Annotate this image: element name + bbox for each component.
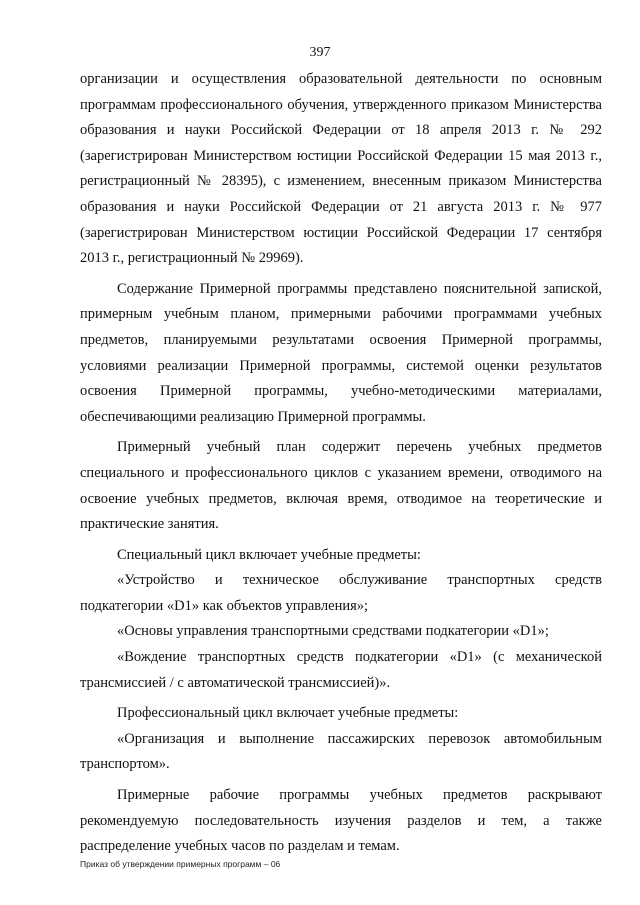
page-number: 397 — [309, 45, 331, 60]
paragraph-continuation: организации и осуществления образовательной деятельности по основным программам профессионального обучения, утвержденного приказом Министерства образования и науки Российской Федерации от 18 апреля 2013 г. № 292 (зарегистрирован Министерством юстиции Российской Федерации 15 мая 2013 г., регистрационный № 28395), с изменением, внесенным приказом Министерства образования и науки Российской Федерации от 21 августа 2013 г. № 977 (зарегистрирован Министерством юстиции Российской Федерации 17 сентября 2013 г., регистрационный № 29969). — [80, 71, 602, 267]
list-item-subject: «Основы управления транспортными средствами подкатегории «D1»; — [117, 623, 549, 640]
paragraph-content: Содержание Примерной программы представлено пояснительной запиской, примерным учебным планом, примерными рабочими программами учебных предметов, планируемыми результатами освоения Примерной программы, условиями реализации Примерной программы, системой оценки результатов освоения Примерной программы, учебно-методическими материалами, обеспечивающими реализацию Примерной программы. — [80, 280, 602, 425]
list-item-subject: «Организация и выполнение пассажирских перевозок автомобильным транспортом». — [80, 730, 602, 773]
paragraph-curriculum: Примерный учебный план содержит перечень учебных предметов специального и профессионального циклов с указанием времени, отводимого на освоение учебных предметов, включая время, отводимое на теоретические и практические занятия. — [80, 439, 602, 533]
list-item-subject: «Устройство и техническое обслуживание транспортных средств подкатегории «D1» как объектов управления»; — [80, 572, 602, 614]
paragraph-professional-cycle: Профессиональный цикл включает учебные предметы: — [117, 705, 459, 722]
paragraph-special-cycle: Специальный цикл включает учебные предметы: — [117, 546, 421, 563]
page-footer: Приказ об утверждении примерных программ – 06 — [80, 859, 281, 869]
body-text — [80, 67, 602, 860]
paragraph-programs: Примерные рабочие программы учебных предметов раскрывают рекомендуемую последовательность изучения разделов и тем, а также распределение учебных часов по разделам и темам. — [80, 787, 602, 855]
list-item-subject: «Вождение транспортных средств подкатегории «D1» (с механической трансмиссией / с автоматической трансмиссией)». — [80, 649, 602, 691]
